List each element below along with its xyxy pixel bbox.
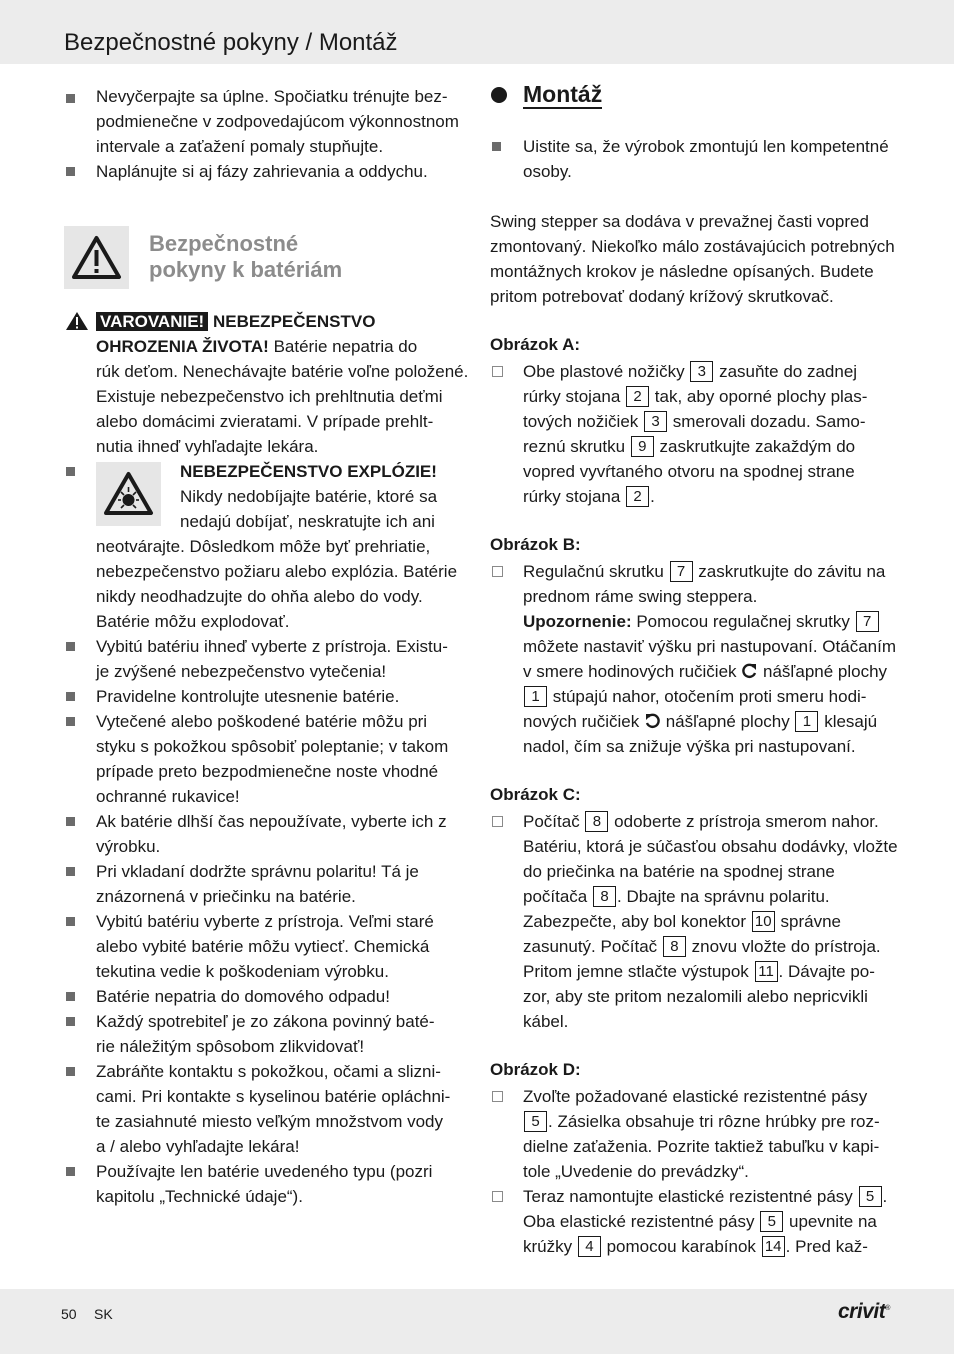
bullet-icon: [66, 167, 75, 176]
text-line: krúžky 4 pomocou karabínok 14 . Pred kaž-: [523, 1237, 868, 1256]
checkbox-bullet-icon: [492, 1191, 503, 1202]
text-line: do priečinka na batérie na spodnej strane: [523, 862, 835, 881]
part-ref: 1: [795, 711, 818, 732]
page-title: Bezpečnostné pokyny / Montáž: [64, 29, 398, 56]
text-line: Swing stepper sa dodáva v prevažnej časti vopred: [490, 212, 869, 231]
text-line: zasunutý. Počítač 8 znovu vložte do prístroja.: [523, 937, 881, 956]
text-line: Ak batérie dlhší čas nepoužívate, vyberte ich z: [96, 812, 447, 831]
text-line: prednom ráme swing steppera.: [523, 587, 758, 606]
checkbox-bullet-icon: [492, 566, 503, 577]
figure-b-heading: Obrázok B:: [490, 535, 581, 554]
text-line: tových nožičiek 3 smerovali dozadu. Samo-: [523, 412, 866, 431]
note-label: Upozornenie:: [523, 612, 632, 631]
part-ref: 3: [644, 411, 667, 432]
bullet-icon: [66, 717, 75, 726]
text-line: kábel.: [523, 1012, 569, 1031]
warning-title: NEBEZPEČENSTVO: [212, 312, 376, 331]
bullet-icon: [66, 94, 75, 103]
brand-logo: crivit®: [838, 1300, 890, 1323]
text-line: Každý spotrebiteľ je zo zákona povinný baté-: [96, 1012, 435, 1031]
part-ref: 7: [856, 611, 879, 632]
text-line: tole „Uvedenie do prevádzky“.: [523, 1162, 749, 1181]
text-line: Používajte len batérie uvedeného typu (pozri: [96, 1162, 433, 1181]
text-line: Pri vkladaní dodržte správnu polaritu! Tá je: [96, 862, 419, 881]
text-line: podmienečne v zodpovedajúcom výkonnostnom: [96, 112, 459, 131]
bullet-icon: [492, 142, 501, 151]
text-line: Regulačnú skrutku 7 zaskrutkujte do závitu na: [523, 562, 886, 581]
text-line: nedajú dobíjať, neskratujte ich ani: [180, 512, 435, 531]
part-ref: 11: [755, 961, 778, 982]
warning-line: [96, 334, 417, 359]
figure-a-heading: Obrázok A:: [490, 335, 581, 354]
text-line: intervale a zaťažení pomaly stupňujte.: [96, 137, 384, 156]
bullet-icon: [66, 867, 75, 876]
clockwise-arrow-icon: [741, 663, 758, 679]
bullet-icon: [66, 1167, 75, 1176]
bullet-icon: [66, 467, 75, 476]
figure-d-heading: Obrázok D:: [490, 1060, 581, 1079]
part-ref: 7: [670, 561, 693, 582]
counterclockwise-arrow-icon: [644, 713, 661, 729]
text-line: nikdy neodhadzujte do ohňa alebo do vody.: [96, 587, 423, 606]
text-line: znázornená v priečinku na batérie.: [96, 887, 356, 906]
figure-c-heading: Obrázok C:: [490, 785, 581, 804]
bullet-icon: [66, 992, 75, 1001]
text-line: te zasiahnuté miesto veľkým množstvom vody: [96, 1112, 443, 1131]
text-line: Vybitú batériu ihneď vyberte z prístroja. Existu-: [96, 637, 448, 656]
text-line: Batérie môžu explodovať.: [96, 612, 290, 631]
text-line: pritom potrebovať dodaný krížový skrutkovač.: [490, 287, 834, 306]
text-line: Počítač 8 odoberte z prístroja smerom nahor.: [523, 812, 879, 831]
warning-icon-box: [64, 226, 129, 289]
text-line: styku s pokožkou spôsobiť poleptanie; v takom: [96, 737, 449, 756]
checkbox-bullet-icon: [492, 816, 503, 827]
text-line: montážnych krokov je následne opísaných. Budete: [490, 262, 874, 281]
text-line: rie náležitým spôsobom zlikvidovať!: [96, 1037, 365, 1056]
text-line: Zvoľte požadované elastické rezistentné pásy: [523, 1087, 868, 1106]
explosive-hazard-icon: [96, 462, 161, 526]
text-line: zor, aby ste pritom nezalomili alebo nepricvikli: [523, 987, 868, 1006]
part-ref: 5: [859, 1186, 882, 1207]
text-line: nebezpečenstvo požiaru alebo explózia. Batérie: [96, 562, 458, 581]
text-line: Batériu, ktorá je súčasťou obsahu dodávky, vložte: [523, 837, 898, 856]
text-line: Obe plastové nožičky 3 zasuňte do zadnej: [523, 362, 858, 381]
text-line: cami. Pri kontakte s kyselinou batérie opláchni-: [96, 1087, 451, 1106]
warning-title: OHROZENIA ŽIVOTA!: [96, 337, 269, 356]
bullet-icon: [66, 692, 75, 701]
part-ref: 9: [631, 436, 654, 457]
page-number: 50: [61, 1306, 77, 1322]
footer-bar: [0, 1289, 954, 1354]
text-line: Existuje nebezpečenstvo ich prehltnutia deťmi: [96, 387, 443, 406]
part-ref: 8: [593, 886, 616, 907]
warning-label: VAROVANIE!: [96, 312, 208, 331]
warning-text: Batérie nepatria do: [273, 337, 418, 356]
text-line: Pravidelne kontrolujte utesnenie batérie.: [96, 687, 400, 706]
text-line: Pritom jemne stlačte výstupok 11 . Dávajte po-: [523, 962, 875, 981]
text-line: Naplánujte si aj fázy zahrievania a oddychu.: [96, 162, 428, 181]
warning-line: [96, 309, 375, 334]
part-ref: 2: [626, 386, 649, 407]
part-ref: 2: [626, 486, 649, 507]
text-line: počítača 8 . Dbajte na správnu polaritu.: [523, 887, 830, 906]
text-line: Nikdy nedobíjajte batérie, ktoré sa: [180, 487, 438, 506]
section-heading: pokyny k batériám: [149, 257, 343, 282]
part-ref: 14: [762, 1236, 785, 1257]
text-line: Zabezpečte, aby bol konektor 10 správne: [523, 912, 841, 931]
part-ref: 8: [585, 811, 608, 832]
part-ref: 10: [752, 911, 775, 932]
text-line: tekutina vedie k poškodeniam výrobku.: [96, 962, 389, 981]
language-code: SK: [94, 1306, 113, 1322]
text-line: výrobku.: [96, 837, 161, 856]
bullet-icon: [66, 1067, 75, 1076]
text-line: alebo vybité batérie môžu vytiecť. Chemická: [96, 937, 430, 956]
text-line: je zvýšené nebezpečenstvo vytečenia!: [96, 662, 387, 681]
text-line: 1 stúpajú nahor, otočením proti smeru hodi-: [523, 684, 866, 709]
explosion-title: NEBEZPEČENSTVO EXPLÓZIE!: [180, 462, 437, 481]
section-heading: Bezpečnostné: [149, 231, 299, 256]
part-ref: 1: [524, 686, 547, 707]
text-line: a / alebo vyhľadajte lekára!: [96, 1137, 300, 1156]
warning-triangle-icon: [64, 226, 129, 289]
bullet-icon: [66, 642, 75, 651]
text-line: alebo domácimi zvieratami. V prípade prehlt-: [96, 412, 434, 431]
text-line: nových ručičiek nášľapné plochy 1 klesajú: [523, 712, 878, 731]
text-line: Vytečené alebo poškodené batérie môžu pri: [96, 712, 428, 731]
text-line: ochranné rukavice!: [96, 787, 240, 806]
text-line: Batérie nepatria do domového odpadu!: [96, 987, 390, 1006]
text-line: Uistite sa, že výrobok zmontujú len kompetentné: [523, 137, 889, 156]
bullet-icon: [66, 1017, 75, 1026]
text-line: Zabráňte kontaktu s pokožkou, očami a slizni-: [96, 1062, 441, 1081]
part-ref: 3: [690, 361, 713, 382]
checkbox-bullet-icon: [492, 366, 503, 377]
text-line: rúrky stojana 2 .: [523, 487, 655, 506]
text-line: zmontovaný. Niekoľko málo zostávajúcich potrebných: [490, 237, 895, 256]
text-line: rúk deťom. Nenechávajte batérie voľne položené.: [96, 362, 469, 381]
text-line: rúrky stojana 2 tak, aby oporné plochy plas-: [523, 387, 868, 406]
text-line: Teraz namontujte elastické rezistentné pásy 5 .: [523, 1187, 888, 1206]
text-line: nadol, čím sa znižuje výška pri nastupovaní.: [523, 737, 856, 756]
text-line: neotvárajte. Dôsledkom môže byť prehriatie,: [96, 537, 431, 556]
text-line: dielne zaťaženia. Pozrite taktiež tabuľku v kapi-: [523, 1137, 880, 1156]
text-line: osoby.: [523, 162, 572, 181]
text-line: Vybitú batériu vyberte z prístroja. Veľmi staré: [96, 912, 434, 931]
text-line: nutia ihneď vyhľadajte lekára.: [96, 437, 319, 456]
checkbox-bullet-icon: [492, 1091, 503, 1102]
part-ref: 4: [578, 1236, 601, 1257]
text-line: môžete nastaviť výšku pri nastupovaní. Otáčaním: [523, 637, 896, 656]
bullet-icon: [66, 817, 75, 826]
bullet-icon: [66, 917, 75, 926]
part-ref: 5: [524, 1111, 547, 1132]
section-heading-montaz: Montáž: [523, 81, 603, 107]
section-dot-icon: [491, 87, 507, 103]
text-line: vopred vyvŕtaného otvoru na spodnej strane: [523, 462, 855, 481]
text-line: prípade preto bezpodmienečne noste vhodné: [96, 762, 439, 781]
text-line: Oba elastické rezistentné pásy 5 upevnite na: [523, 1212, 877, 1231]
warning-triangle-icon: [65, 311, 89, 331]
text-line: v smere hodinových ručičiek nášľapné plochy: [523, 662, 888, 681]
text-line: Upozornenie: Pomocou regulačnej skrutky 7: [523, 609, 880, 634]
part-ref: 8: [663, 936, 686, 957]
text-line: Nevyčerpajte sa úplne. Spočiatku trénujte bez-: [96, 87, 448, 106]
text-line: 5 . Zásielka obsahuje tri rôzne hrúbky pre roz-: [523, 1109, 880, 1134]
explosion-icon-box: [96, 462, 161, 526]
text-line: kapitolu „Technické údaje“).: [96, 1187, 303, 1206]
part-ref: 5: [760, 1211, 783, 1232]
text-line: reznú skrutku 9 zaskrutkujte zakaždým do: [523, 437, 856, 456]
